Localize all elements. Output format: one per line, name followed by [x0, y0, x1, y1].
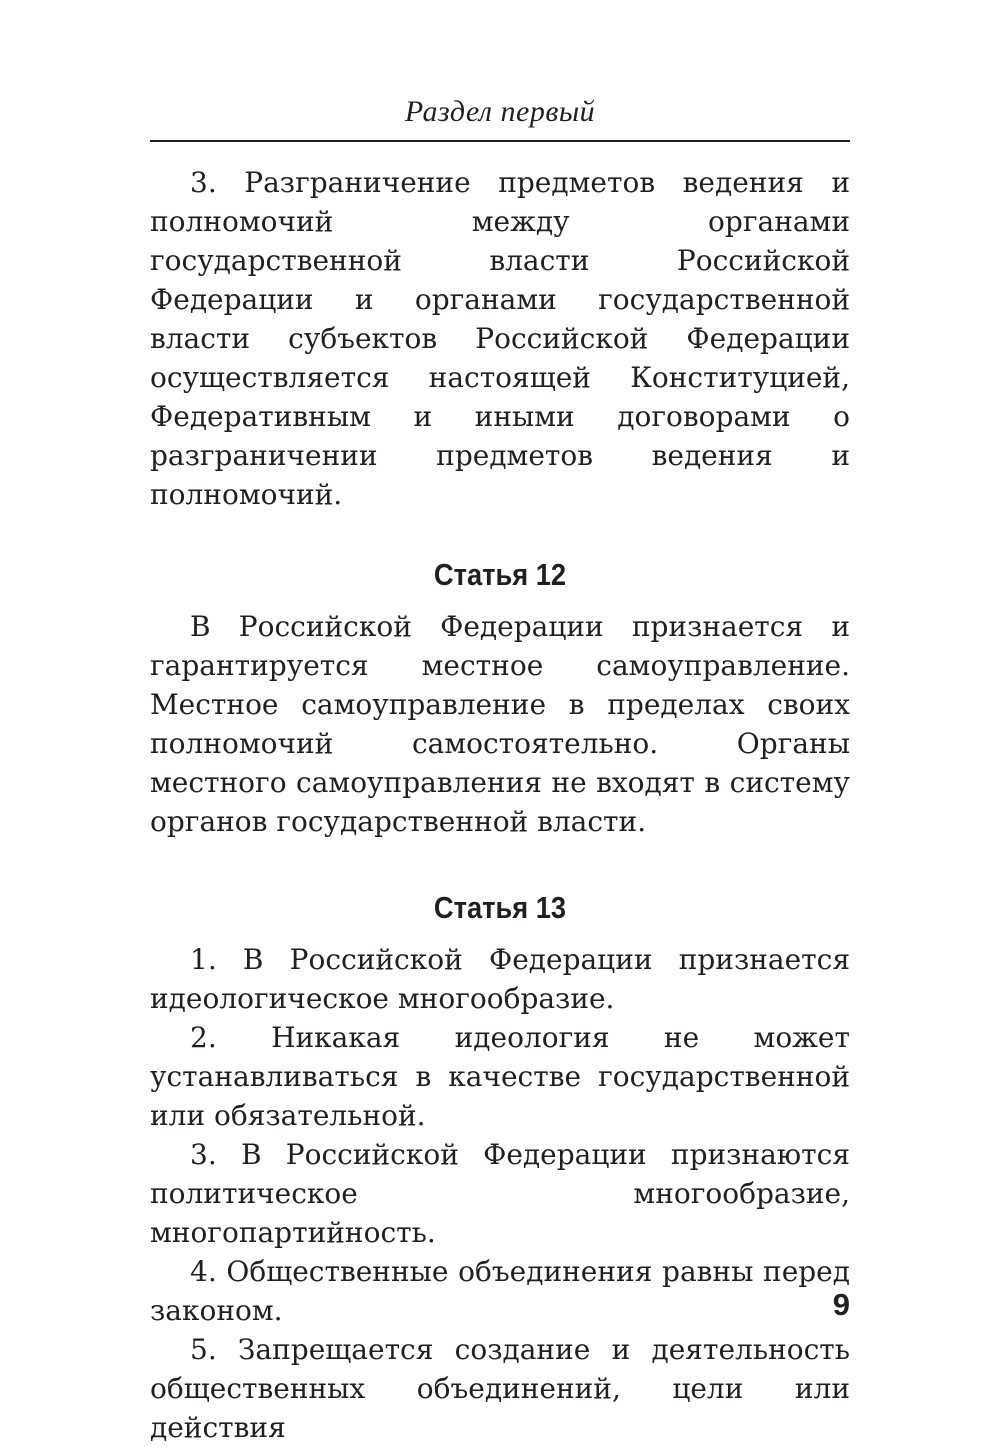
paragraph-article-13-part-4: 4. Общественные объединения равны перед законом.	[150, 1255, 850, 1327]
page-number: 9	[832, 1287, 850, 1322]
page-body	[150, 163, 850, 1447]
paragraph-article-13-part-5: 5. Запрещается создание и деятельность общественных объединений, цели или действия	[150, 1333, 850, 1444]
paragraph-article-13-part-3: 3. В Российской Федерации признаются политическое многообразие, многопартийность.	[150, 1138, 850, 1249]
article-13-title: Статья 13	[433, 890, 567, 925]
paragraph-article-11-part-3: 3. Разграничение предметов ведения и полномочий между органами государственной власти Российской Федерации и органами государственной власти субъектов Российской Федерации осуществляется настоящей Конституцией, Федеративным и иными договорами о разграничении предметов ведения и полномочий.	[150, 166, 850, 511]
paragraph-article-13-part-1: 1. В Российской Федерации признается идеологическое многообразие.	[150, 943, 850, 1015]
running-head: Раздел первый	[404, 95, 596, 128]
paragraph-article-12: В Российской Федерации признается и гарантируется местное самоуправление. Местное самоуправление в пределах своих полномочий самостоятельно. Органы местного самоуправления не входят в систему органов государственной власти.	[150, 610, 850, 838]
article-12-title: Статья 12	[433, 557, 567, 592]
paragraph-article-13-part-2: 2. Никакая идеология не может устанавливаться в качестве государственной или обязательной.	[150, 1021, 850, 1132]
header-rule	[150, 140, 850, 142]
